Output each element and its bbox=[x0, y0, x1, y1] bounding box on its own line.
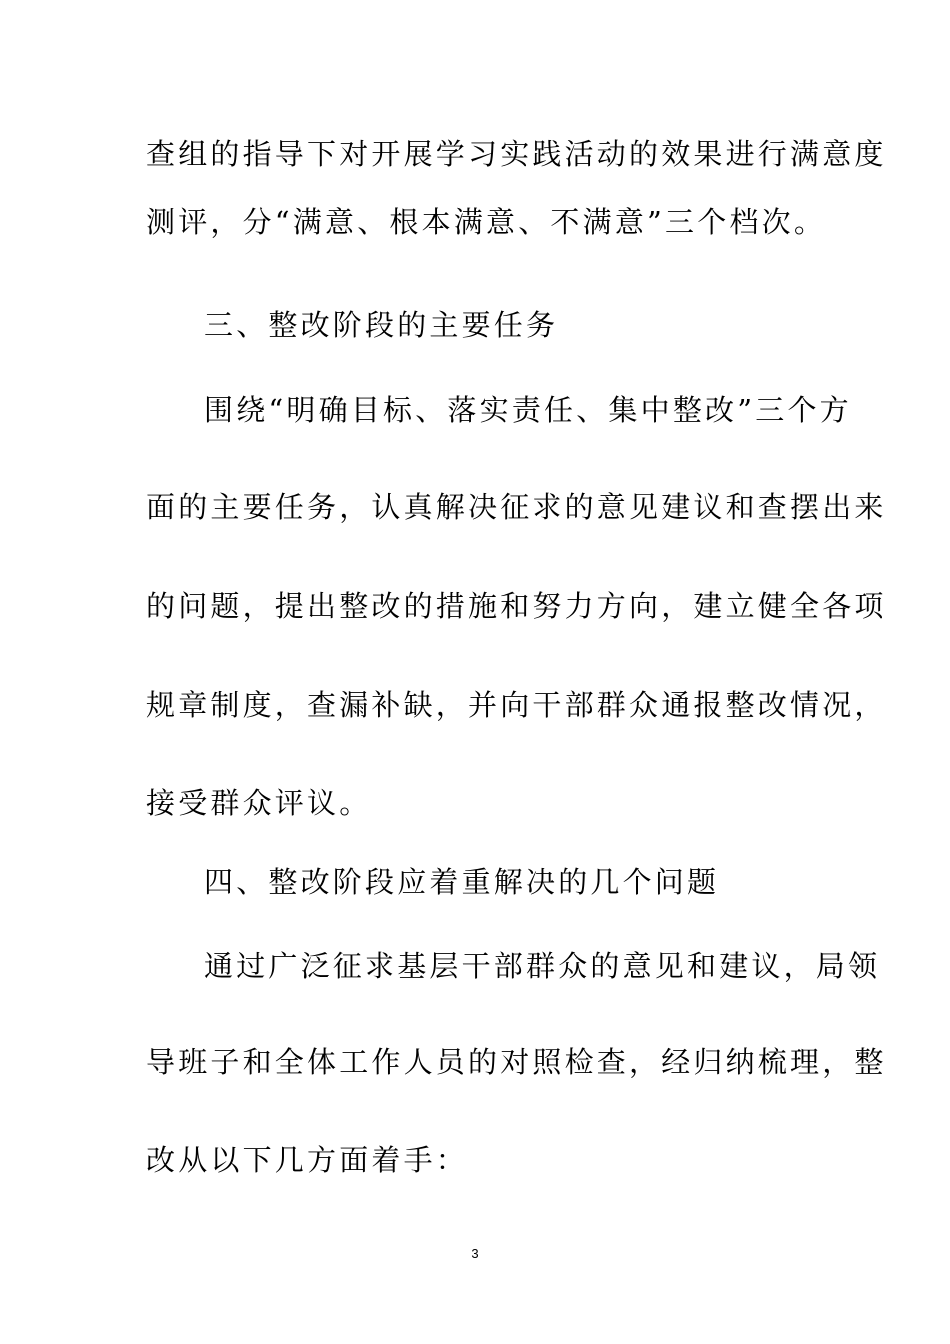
paragraph-line: 查组的指导下对开展学习实践活动的效果进行满意度 bbox=[146, 137, 887, 171]
section-heading-3: 三、整改阶段的主要任务 bbox=[204, 308, 559, 342]
paragraph-line: 测评，分“满意、根本满意、不满意”三个档次。 bbox=[146, 205, 827, 239]
paragraph-line: 的问题，提出整改的措施和努力方向，建立健全各项 bbox=[146, 589, 887, 623]
paragraph-line: 围绕“明确目标、落实责任、集中整改”三个方 bbox=[204, 393, 852, 427]
section-heading-4: 四、整改阶段应着重解决的几个问题 bbox=[204, 865, 720, 899]
paragraph-line: 通过广泛征求基层干部群众的意见和建议，局领 bbox=[204, 949, 881, 983]
page-number: 3 bbox=[471, 1246, 479, 1261]
paragraph-line: 接受群众评议。 bbox=[146, 786, 372, 820]
paragraph-line: 改从以下几方面着手： bbox=[146, 1143, 469, 1177]
paragraph-line: 面的主要任务，认真解决征求的意见建议和查摆出来 bbox=[146, 490, 887, 524]
paragraph-line: 规章制度，查漏补缺，并向干部群众通报整改情况， bbox=[146, 688, 887, 722]
paragraph-line: 导班子和全体工作人员的对照检查，经归纳梳理，整 bbox=[146, 1045, 887, 1079]
